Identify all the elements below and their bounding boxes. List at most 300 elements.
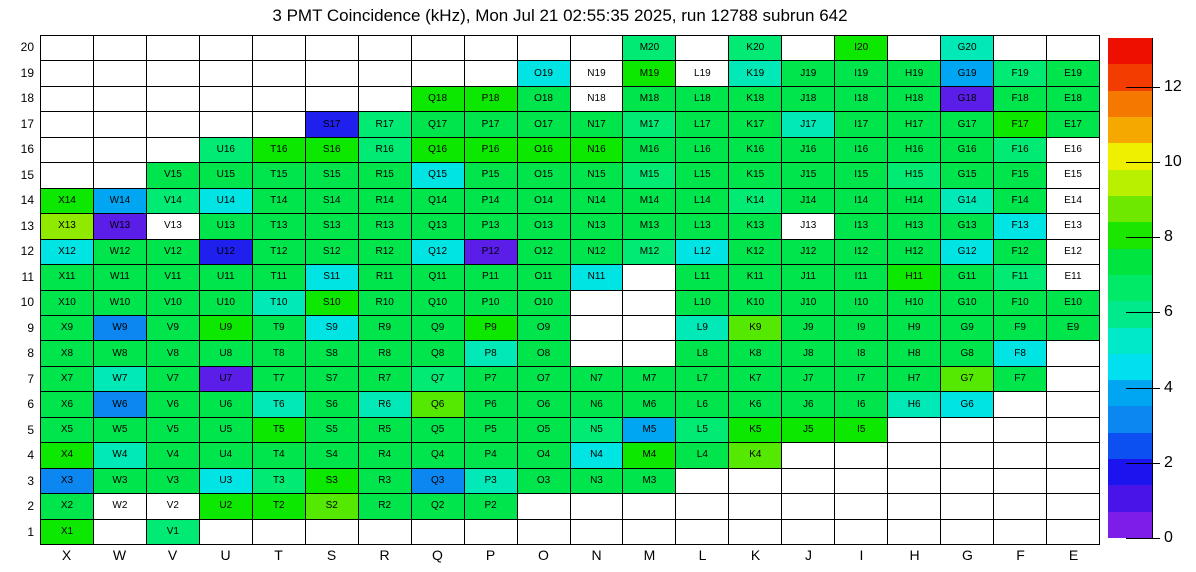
heatmap-cell: N13: [571, 214, 624, 239]
heatmap-cell: H18: [888, 87, 941, 112]
heatmap-cell: P15: [465, 163, 518, 188]
heatmap-cell: U11: [200, 265, 253, 290]
heatmap-cell: K4: [729, 443, 782, 468]
heatmap-cell: L4: [676, 443, 729, 468]
heatmap-cell: K8: [729, 341, 782, 366]
heatmap-cell: S14: [306, 189, 359, 214]
heatmap-cell: [571, 341, 624, 366]
heatmap-cell: M14: [623, 189, 676, 214]
x-axis-tick: K: [750, 547, 761, 563]
colorbar-band: [1108, 222, 1152, 248]
heatmap-cell: [782, 494, 835, 519]
heatmap-cell: J6: [782, 392, 835, 417]
heatmap-cell: [994, 392, 1047, 417]
heatmap-cell: [729, 494, 782, 519]
heatmap-cell: X6: [41, 392, 94, 417]
colorbar-band: [1108, 196, 1152, 222]
y-axis-tick: 20: [20, 40, 34, 54]
heatmap-cell: W3: [94, 469, 147, 494]
colorbar-band: [1108, 64, 1152, 90]
heatmap-cell: [835, 469, 888, 494]
heatmap-cell: [623, 520, 676, 545]
heatmap-cell: R13: [359, 214, 412, 239]
heatmap-cell: [359, 520, 412, 545]
colorbar-tick-label: 12: [1164, 77, 1182, 95]
heatmap-cell: [994, 443, 1047, 468]
heatmap-cell: S3: [306, 469, 359, 494]
heatmap-cell: G10: [941, 291, 994, 316]
heatmap-cell: X5: [41, 418, 94, 443]
heatmap-cell: [412, 520, 465, 545]
colorbar-band: [1108, 433, 1152, 459]
heatmap-cell: I7: [835, 367, 888, 392]
heatmap-cell: U16: [200, 138, 253, 163]
colorbar-band: [1108, 459, 1152, 485]
heatmap-cell: [41, 112, 94, 137]
heatmap-cell: O13: [518, 214, 571, 239]
heatmap-cell: M3: [623, 469, 676, 494]
heatmap-cell: G20: [941, 36, 994, 61]
heatmap-cell: T12: [253, 240, 306, 265]
heatmap-cell: W2: [94, 494, 147, 519]
heatmap-cell: Q3: [412, 469, 465, 494]
heatmap-cell: U3: [200, 469, 253, 494]
heatmap-cell: I16: [835, 138, 888, 163]
heatmap-cell: V7: [147, 367, 200, 392]
heatmap-cell: K7: [729, 367, 782, 392]
heatmap-cell: [888, 443, 941, 468]
heatmap-cell: E15: [1047, 163, 1100, 188]
heatmap-cell: J7: [782, 367, 835, 392]
heatmap-cell: M16: [623, 138, 676, 163]
heatmap-cell: K14: [729, 189, 782, 214]
heatmap-cell: E19: [1047, 61, 1100, 86]
heatmap-cell: [147, 138, 200, 163]
y-axis-tick: 1: [27, 524, 34, 539]
heatmap-cell: M4: [623, 443, 676, 468]
heatmap-cell: O5: [518, 418, 571, 443]
heatmap-cell: U8: [200, 341, 253, 366]
heatmap-cell: L19: [676, 61, 729, 86]
heatmap-cell: G7: [941, 367, 994, 392]
heatmap-cell: [306, 36, 359, 61]
heatmap-cell: S6: [306, 392, 359, 417]
heatmap-cell: L13: [676, 214, 729, 239]
heatmap-cell: [41, 138, 94, 163]
heatmap-cell: [147, 61, 200, 86]
heatmap-cell: [147, 112, 200, 137]
heatmap-grid: [40, 35, 1100, 545]
heatmap-cell: S9: [306, 316, 359, 341]
heatmap-cell: E17: [1047, 112, 1100, 137]
heatmap-cell: X2: [41, 494, 94, 519]
heatmap-cell: Q12: [412, 240, 465, 265]
heatmap-cell: [835, 443, 888, 468]
heatmap-cell: Q14: [412, 189, 465, 214]
heatmap-cell: S13: [306, 214, 359, 239]
y-axis-tick: 10: [20, 295, 34, 309]
heatmap-cell: [1047, 443, 1100, 468]
y-axis-tick: 18: [20, 91, 34, 105]
heatmap-cell: T7: [253, 367, 306, 392]
heatmap-cell: O17: [518, 112, 571, 137]
heatmap-cell: U5: [200, 418, 253, 443]
heatmap-cell: [941, 443, 994, 468]
heatmap-cell: I9: [835, 316, 888, 341]
heatmap-cell: [941, 469, 994, 494]
heatmap-cell: P14: [465, 189, 518, 214]
heatmap-cell: U2: [200, 494, 253, 519]
heatmap-cell: N17: [571, 112, 624, 137]
heatmap-cell: V8: [147, 341, 200, 366]
heatmap-cell: R16: [359, 138, 412, 163]
y-axis-tick: 16: [20, 142, 34, 156]
colorbar-band: [1108, 117, 1152, 143]
heatmap-cell: I17: [835, 112, 888, 137]
heatmap-cell: [1047, 367, 1100, 392]
x-axis-tick: J: [805, 547, 812, 563]
heatmap-cell: [1047, 36, 1100, 61]
heatmap-cell: Q2: [412, 494, 465, 519]
heatmap-cell: [623, 341, 676, 366]
colorbar-tick-label: 0: [1164, 529, 1173, 546]
heatmap-cell: [200, 61, 253, 86]
heatmap-cell: [1047, 469, 1100, 494]
heatmap-cell: I12: [835, 240, 888, 265]
heatmap-cell: [253, 36, 306, 61]
heatmap-cell: H19: [888, 61, 941, 86]
heatmap-cell: H13: [888, 214, 941, 239]
heatmap-cell: W14: [94, 189, 147, 214]
heatmap-cell: U12: [200, 240, 253, 265]
y-axis-tick: 5: [27, 422, 34, 437]
heatmap-cell: J18: [782, 87, 835, 112]
heatmap-cell: V12: [147, 240, 200, 265]
y-axis-tick: 14: [20, 193, 34, 207]
heatmap-cell: O4: [518, 443, 571, 468]
heatmap-cell: [200, 36, 253, 61]
heatmap-cell: X1: [41, 520, 94, 545]
heatmap-cell: N5: [571, 418, 624, 443]
heatmap-cell: [518, 520, 571, 545]
heatmap-cell: [571, 316, 624, 341]
colorbar-band: [1108, 512, 1152, 538]
heatmap-cell: Q17: [412, 112, 465, 137]
heatmap-cell: R4: [359, 443, 412, 468]
heatmap-cell: [306, 87, 359, 112]
heatmap-cell: [782, 469, 835, 494]
heatmap-cell: R3: [359, 469, 412, 494]
heatmap-cell: R7: [359, 367, 412, 392]
heatmap-cell: K13: [729, 214, 782, 239]
colorbar-band: [1108, 249, 1152, 275]
y-axis-tick: 3: [27, 473, 34, 488]
heatmap-cell: Q8: [412, 341, 465, 366]
heatmap-cell: R17: [359, 112, 412, 137]
heatmap-cell: [94, 520, 147, 545]
heatmap-cell: K20: [729, 36, 782, 61]
heatmap-cell: N11: [571, 265, 624, 290]
heatmap-cell: [1047, 392, 1100, 417]
heatmap-cell: V10: [147, 291, 200, 316]
heatmap-cell: I18: [835, 87, 888, 112]
heatmap-cell: W9: [94, 316, 147, 341]
heatmap-cell: U15: [200, 163, 253, 188]
heatmap-cell: I19: [835, 61, 888, 86]
heatmap-cell: S15: [306, 163, 359, 188]
heatmap-cell: Q9: [412, 316, 465, 341]
heatmap-cell: M18: [623, 87, 676, 112]
heatmap-cell: [253, 61, 306, 86]
heatmap-cell: Q7: [412, 367, 465, 392]
heatmap-cell: [94, 138, 147, 163]
x-axis-tick: M: [643, 547, 656, 563]
heatmap-cell: R12: [359, 240, 412, 265]
heatmap-cell: [623, 316, 676, 341]
heatmap-cell: [412, 61, 465, 86]
heatmap-cell: G12: [941, 240, 994, 265]
heatmap-cell: K6: [729, 392, 782, 417]
heatmap-cell: P13: [465, 214, 518, 239]
colorbar-band: [1108, 328, 1152, 354]
heatmap-cell: T5: [253, 418, 306, 443]
heatmap-cell: X4: [41, 443, 94, 468]
heatmap-cell: P11: [465, 265, 518, 290]
heatmap-cell: J11: [782, 265, 835, 290]
heatmap-cell: O6: [518, 392, 571, 417]
heatmap-cell: [994, 494, 1047, 519]
heatmap-cell: T3: [253, 469, 306, 494]
heatmap-cell: [782, 520, 835, 545]
heatmap-cell: [623, 291, 676, 316]
y-axis-tick: 12: [20, 244, 34, 258]
heatmap-cell: L18: [676, 87, 729, 112]
heatmap-cell: S16: [306, 138, 359, 163]
y-axis-tick: 9: [27, 320, 34, 335]
heatmap-cell: X8: [41, 341, 94, 366]
heatmap-cell: I11: [835, 265, 888, 290]
heatmap-cell: [888, 494, 941, 519]
heatmap-cell: J10: [782, 291, 835, 316]
heatmap-cell: F15: [994, 163, 1047, 188]
y-axis-tick: 2: [27, 499, 34, 513]
heatmap-cell: Q4: [412, 443, 465, 468]
heatmap-cell: J8: [782, 341, 835, 366]
heatmap-cell: O9: [518, 316, 571, 341]
heatmap-cell: K9: [729, 316, 782, 341]
heatmap-cell: [465, 520, 518, 545]
heatmap-cell: E13: [1047, 214, 1100, 239]
heatmap-cell: F19: [994, 61, 1047, 86]
y-axis-tick: 4: [27, 448, 34, 462]
heatmap-cell: [888, 36, 941, 61]
heatmap-cell: I20: [835, 36, 888, 61]
heatmap-cell: O18: [518, 87, 571, 112]
heatmap-cell: O10: [518, 291, 571, 316]
x-axis-tick: P: [485, 547, 496, 563]
x-axis-tick: N: [591, 547, 602, 563]
x-axis-tick: O: [538, 547, 549, 563]
heatmap-cell: P5: [465, 418, 518, 443]
heatmap-cell: V6: [147, 392, 200, 417]
heatmap-cell: [994, 418, 1047, 443]
colorbar-band: [1108, 485, 1152, 511]
heatmap-cell: V15: [147, 163, 200, 188]
heatmap-cell: [41, 36, 94, 61]
heatmap-cell: [147, 36, 200, 61]
heatmap-cell: [782, 36, 835, 61]
y-axis-tick: 6: [27, 397, 34, 411]
heatmap-cell: X10: [41, 291, 94, 316]
heatmap-cell: N14: [571, 189, 624, 214]
x-axis-tick: V: [167, 547, 178, 563]
heatmap-cell: L6: [676, 392, 729, 417]
heatmap-cell: K11: [729, 265, 782, 290]
heatmap-cell: M5: [623, 418, 676, 443]
heatmap-cell: I15: [835, 163, 888, 188]
heatmap-cell: [835, 494, 888, 519]
heatmap-cell: N12: [571, 240, 624, 265]
heatmap-cell: V1: [147, 520, 200, 545]
heatmap-cell: [571, 36, 624, 61]
heatmap-cell: P2: [465, 494, 518, 519]
x-axis-tick: X: [61, 547, 72, 563]
colorbar-band: [1108, 91, 1152, 117]
heatmap-cell: [147, 87, 200, 112]
heatmap-cell: V2: [147, 494, 200, 519]
heatmap-cell: J14: [782, 189, 835, 214]
heatmap-cell: R11: [359, 265, 412, 290]
heatmap-cell: J16: [782, 138, 835, 163]
heatmap-cell: H8: [888, 341, 941, 366]
colorbar-band: [1108, 406, 1152, 432]
heatmap-cell: W13: [94, 214, 147, 239]
heatmap-cell: T4: [253, 443, 306, 468]
heatmap-cell: E9: [1047, 316, 1100, 341]
heatmap-cell: X3: [41, 469, 94, 494]
heatmap-cell: G13: [941, 214, 994, 239]
heatmap-cell: R9: [359, 316, 412, 341]
heatmap-cell: U13: [200, 214, 253, 239]
heatmap-cell: T2: [253, 494, 306, 519]
heatmap-cell: Q5: [412, 418, 465, 443]
heatmap-cell: [994, 520, 1047, 545]
heatmap-cell: T9: [253, 316, 306, 341]
x-axis-tick: L: [698, 547, 707, 563]
heatmap-cell: R6: [359, 392, 412, 417]
heatmap-cell: V3: [147, 469, 200, 494]
heatmap-cell: W7: [94, 367, 147, 392]
heatmap-cell: F8: [994, 341, 1047, 366]
heatmap-cell: V9: [147, 316, 200, 341]
heatmap-cell: K12: [729, 240, 782, 265]
colorbar-tick-label: 8: [1164, 228, 1173, 246]
heatmap-cell: H15: [888, 163, 941, 188]
heatmap-cell: [465, 61, 518, 86]
x-axis-tick: E: [1068, 547, 1079, 563]
heatmap-cell: M6: [623, 392, 676, 417]
heatmap-cell: Q13: [412, 214, 465, 239]
heatmap-cell: [888, 418, 941, 443]
heatmap-cell: [571, 291, 624, 316]
heatmap-cell: N16: [571, 138, 624, 163]
heatmap-cell: S10: [306, 291, 359, 316]
heatmap-cell: H10: [888, 291, 941, 316]
heatmap-cell: [676, 520, 729, 545]
colorbar-tick-label: 6: [1164, 303, 1173, 321]
x-axis-tick: G: [962, 547, 973, 563]
heatmap-cell: [888, 520, 941, 545]
heatmap-cell: E18: [1047, 87, 1100, 112]
heatmap-cell: [518, 494, 571, 519]
heatmap-cell: [253, 112, 306, 137]
heatmap-cell: E14: [1047, 189, 1100, 214]
heatmap-cell: [941, 494, 994, 519]
heatmap-cell: O14: [518, 189, 571, 214]
heatmap-cell: U10: [200, 291, 253, 316]
heatmap-cell: K17: [729, 112, 782, 137]
heatmap-cell: [729, 520, 782, 545]
heatmap-cell: [41, 61, 94, 86]
heatmap-cell: [994, 36, 1047, 61]
heatmap-cell: L15: [676, 163, 729, 188]
heatmap-cell: J19: [782, 61, 835, 86]
heatmap-cell: [676, 36, 729, 61]
heatmap-cell: Q10: [412, 291, 465, 316]
heatmap-cell: [94, 112, 147, 137]
heatmap-cell: T6: [253, 392, 306, 417]
heatmap-cell: P4: [465, 443, 518, 468]
heatmap-cell: J9: [782, 316, 835, 341]
heatmap-cell: P8: [465, 341, 518, 366]
heatmap-cell: I5: [835, 418, 888, 443]
heatmap-cell: J17: [782, 112, 835, 137]
x-axis-tick: T: [274, 547, 283, 563]
heatmap-cell: K15: [729, 163, 782, 188]
heatmap-cell: [200, 520, 253, 545]
heatmap-cell: W6: [94, 392, 147, 417]
heatmap-cell: G15: [941, 163, 994, 188]
heatmap-cell: [359, 61, 412, 86]
heatmap-cell: Q18: [412, 87, 465, 112]
heatmap-cell: [623, 265, 676, 290]
heatmap-cell: [676, 469, 729, 494]
heatmap-cell: F11: [994, 265, 1047, 290]
x-axis-tick: F: [1016, 547, 1025, 563]
x-axis-tick: I: [859, 547, 864, 563]
heatmap-cell: P6: [465, 392, 518, 417]
heatmap-cell: E10: [1047, 291, 1100, 316]
heatmap-cell: U6: [200, 392, 253, 417]
heatmap-cell: W11: [94, 265, 147, 290]
y-axis-tick: 13: [20, 218, 34, 233]
heatmap-cell: H14: [888, 189, 941, 214]
heatmap-cell: F10: [994, 291, 1047, 316]
colorbar-band: [1108, 143, 1152, 169]
heatmap-cell: L14: [676, 189, 729, 214]
heatmap-cell: [41, 87, 94, 112]
heatmap-cell: [729, 469, 782, 494]
heatmap-cell: Q16: [412, 138, 465, 163]
heatmap-cell: S8: [306, 341, 359, 366]
heatmap-cell: K10: [729, 291, 782, 316]
heatmap-cell: H17: [888, 112, 941, 137]
heatmap-cell: G17: [941, 112, 994, 137]
y-axis-tick: 17: [20, 116, 34, 131]
colorbar: [1108, 38, 1153, 538]
heatmap-cell: [412, 36, 465, 61]
heatmap-cell: I6: [835, 392, 888, 417]
